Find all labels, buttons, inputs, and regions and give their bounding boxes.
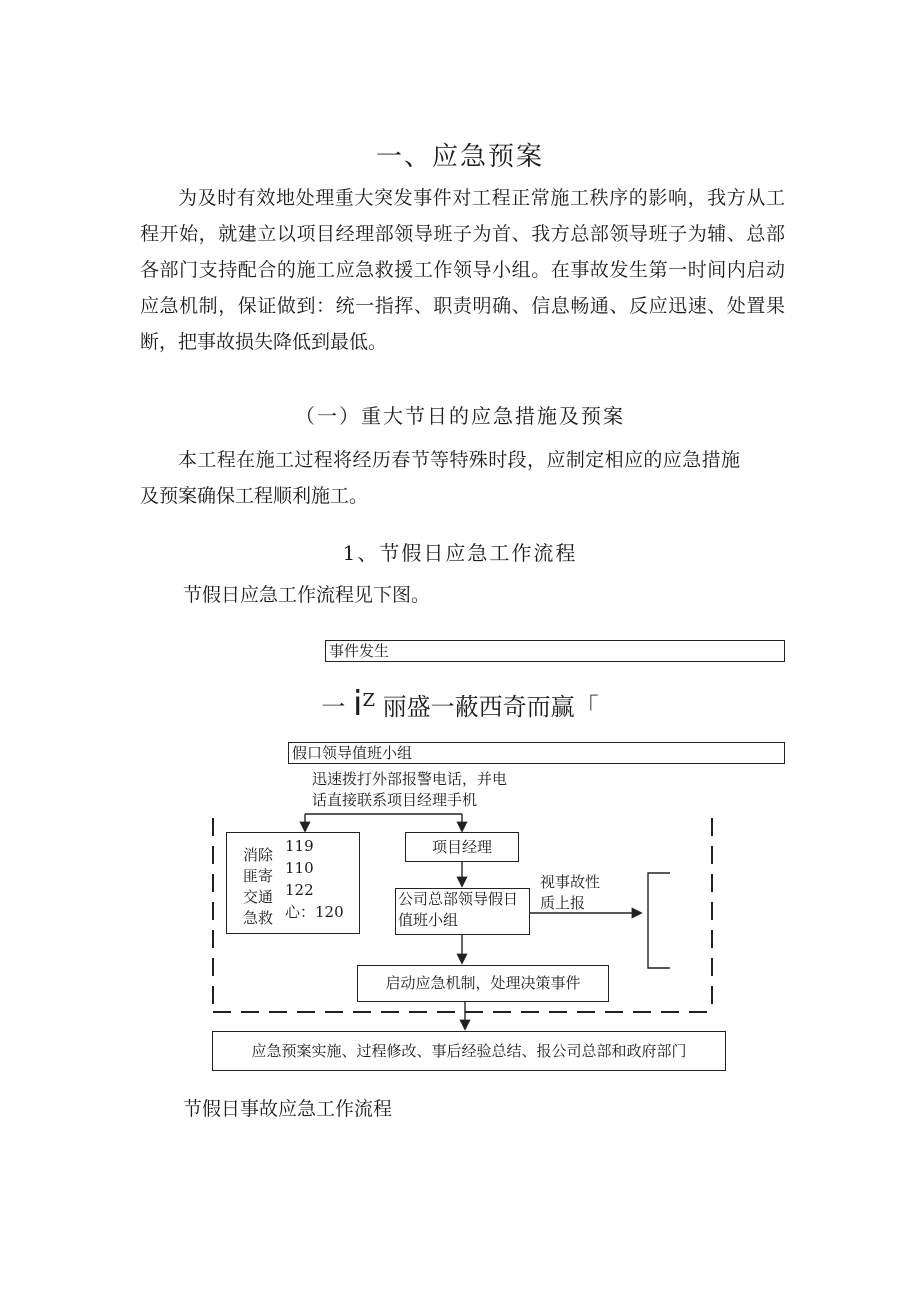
garbled-sup: Z (362, 690, 375, 711)
duty-group-label: 假口领导值班小组 (292, 744, 413, 762)
emergency-numbers-box (226, 832, 360, 934)
emergency-number-list (285, 835, 344, 923)
duty-group-box (288, 742, 785, 764)
activate-mechanism-label: 启动应急机制，处理决策事件 (385, 974, 581, 992)
hq-leadership-line-1: 公司总部领导假日 (398, 890, 519, 908)
project-manager-label: 项目经理 (431, 838, 492, 856)
call-note-line-1: 迅速拨打外部报警电话，并电 (312, 770, 508, 788)
emergency-number-traffic: 122 (285, 881, 314, 899)
page-title: 一、应急预案 (375, 142, 544, 172)
garbled-text-line (0, 684, 920, 724)
severity-note-line-2: 质上报 (540, 894, 586, 912)
emergency-number-ambulance: 心：120 (285, 903, 344, 921)
hq-leadership-box (395, 888, 530, 935)
final-actions-label: 应急预案实施、过程修改、事后经验总结、报公司总部和政府部门 (251, 1042, 687, 1060)
final-actions-box (212, 1031, 726, 1071)
garbled-prefix: 一 (321, 693, 346, 721)
project-manager-box (405, 832, 519, 862)
emergency-name-police: 匪寄 (243, 867, 274, 885)
hq-leadership-line-2: 值班小组 (398, 911, 459, 929)
emergency-number-police: 110 (285, 859, 314, 877)
call-note-line-2: 话直接联系项目经理手机 (312, 791, 478, 809)
severity-note-line-1: 视事故性 (540, 873, 601, 891)
emergency-name-fire: 消除 (243, 846, 274, 864)
call-note (312, 769, 507, 811)
intro-paragraph: 为及时有效地处理重大突发事件对工程正常施工秩序的影响，我方从工程开始，就建立以项目经理部领导班子为首、我方总部领导班子为辅、总部各部门支持配合的施工应急救援工作领导小组。在事故发生第一时间内启动应急机制，保证做到：统一指挥、职责明确、信息畅通、反应迅速、处置果断，把事故损失降低到最低。 (140, 187, 785, 353)
emergency-name-traffic: 交通 (243, 888, 274, 906)
activate-mechanism-box (357, 965, 609, 1002)
garbled-rest: 丽盛一蔽西奇而赢「 (382, 693, 599, 721)
severity-note (540, 872, 600, 914)
subsection-heading: 1、节假日应急工作流程 (342, 541, 578, 565)
garbled-glyph: i (353, 684, 363, 724)
emergency-number-fire: 119 (285, 837, 314, 855)
section-paragraph: 本工程在施工过程将经历春节等特殊时段，应制定相应的应急措施及预案确保工程顺利施工。 (140, 449, 740, 507)
event-box (325, 640, 785, 662)
flow-intro-text: 节假日应急工作流程见下图。 (183, 584, 431, 606)
emergency-name-ambulance: 急救 (243, 909, 274, 927)
section-heading: （一）重大节日的应急措施及预案 (295, 404, 625, 428)
event-box-label: 事件发生 (329, 642, 390, 660)
flowchart-caption: 节假日事故应急工作流程 (183, 1098, 393, 1120)
emergency-names (243, 845, 273, 929)
